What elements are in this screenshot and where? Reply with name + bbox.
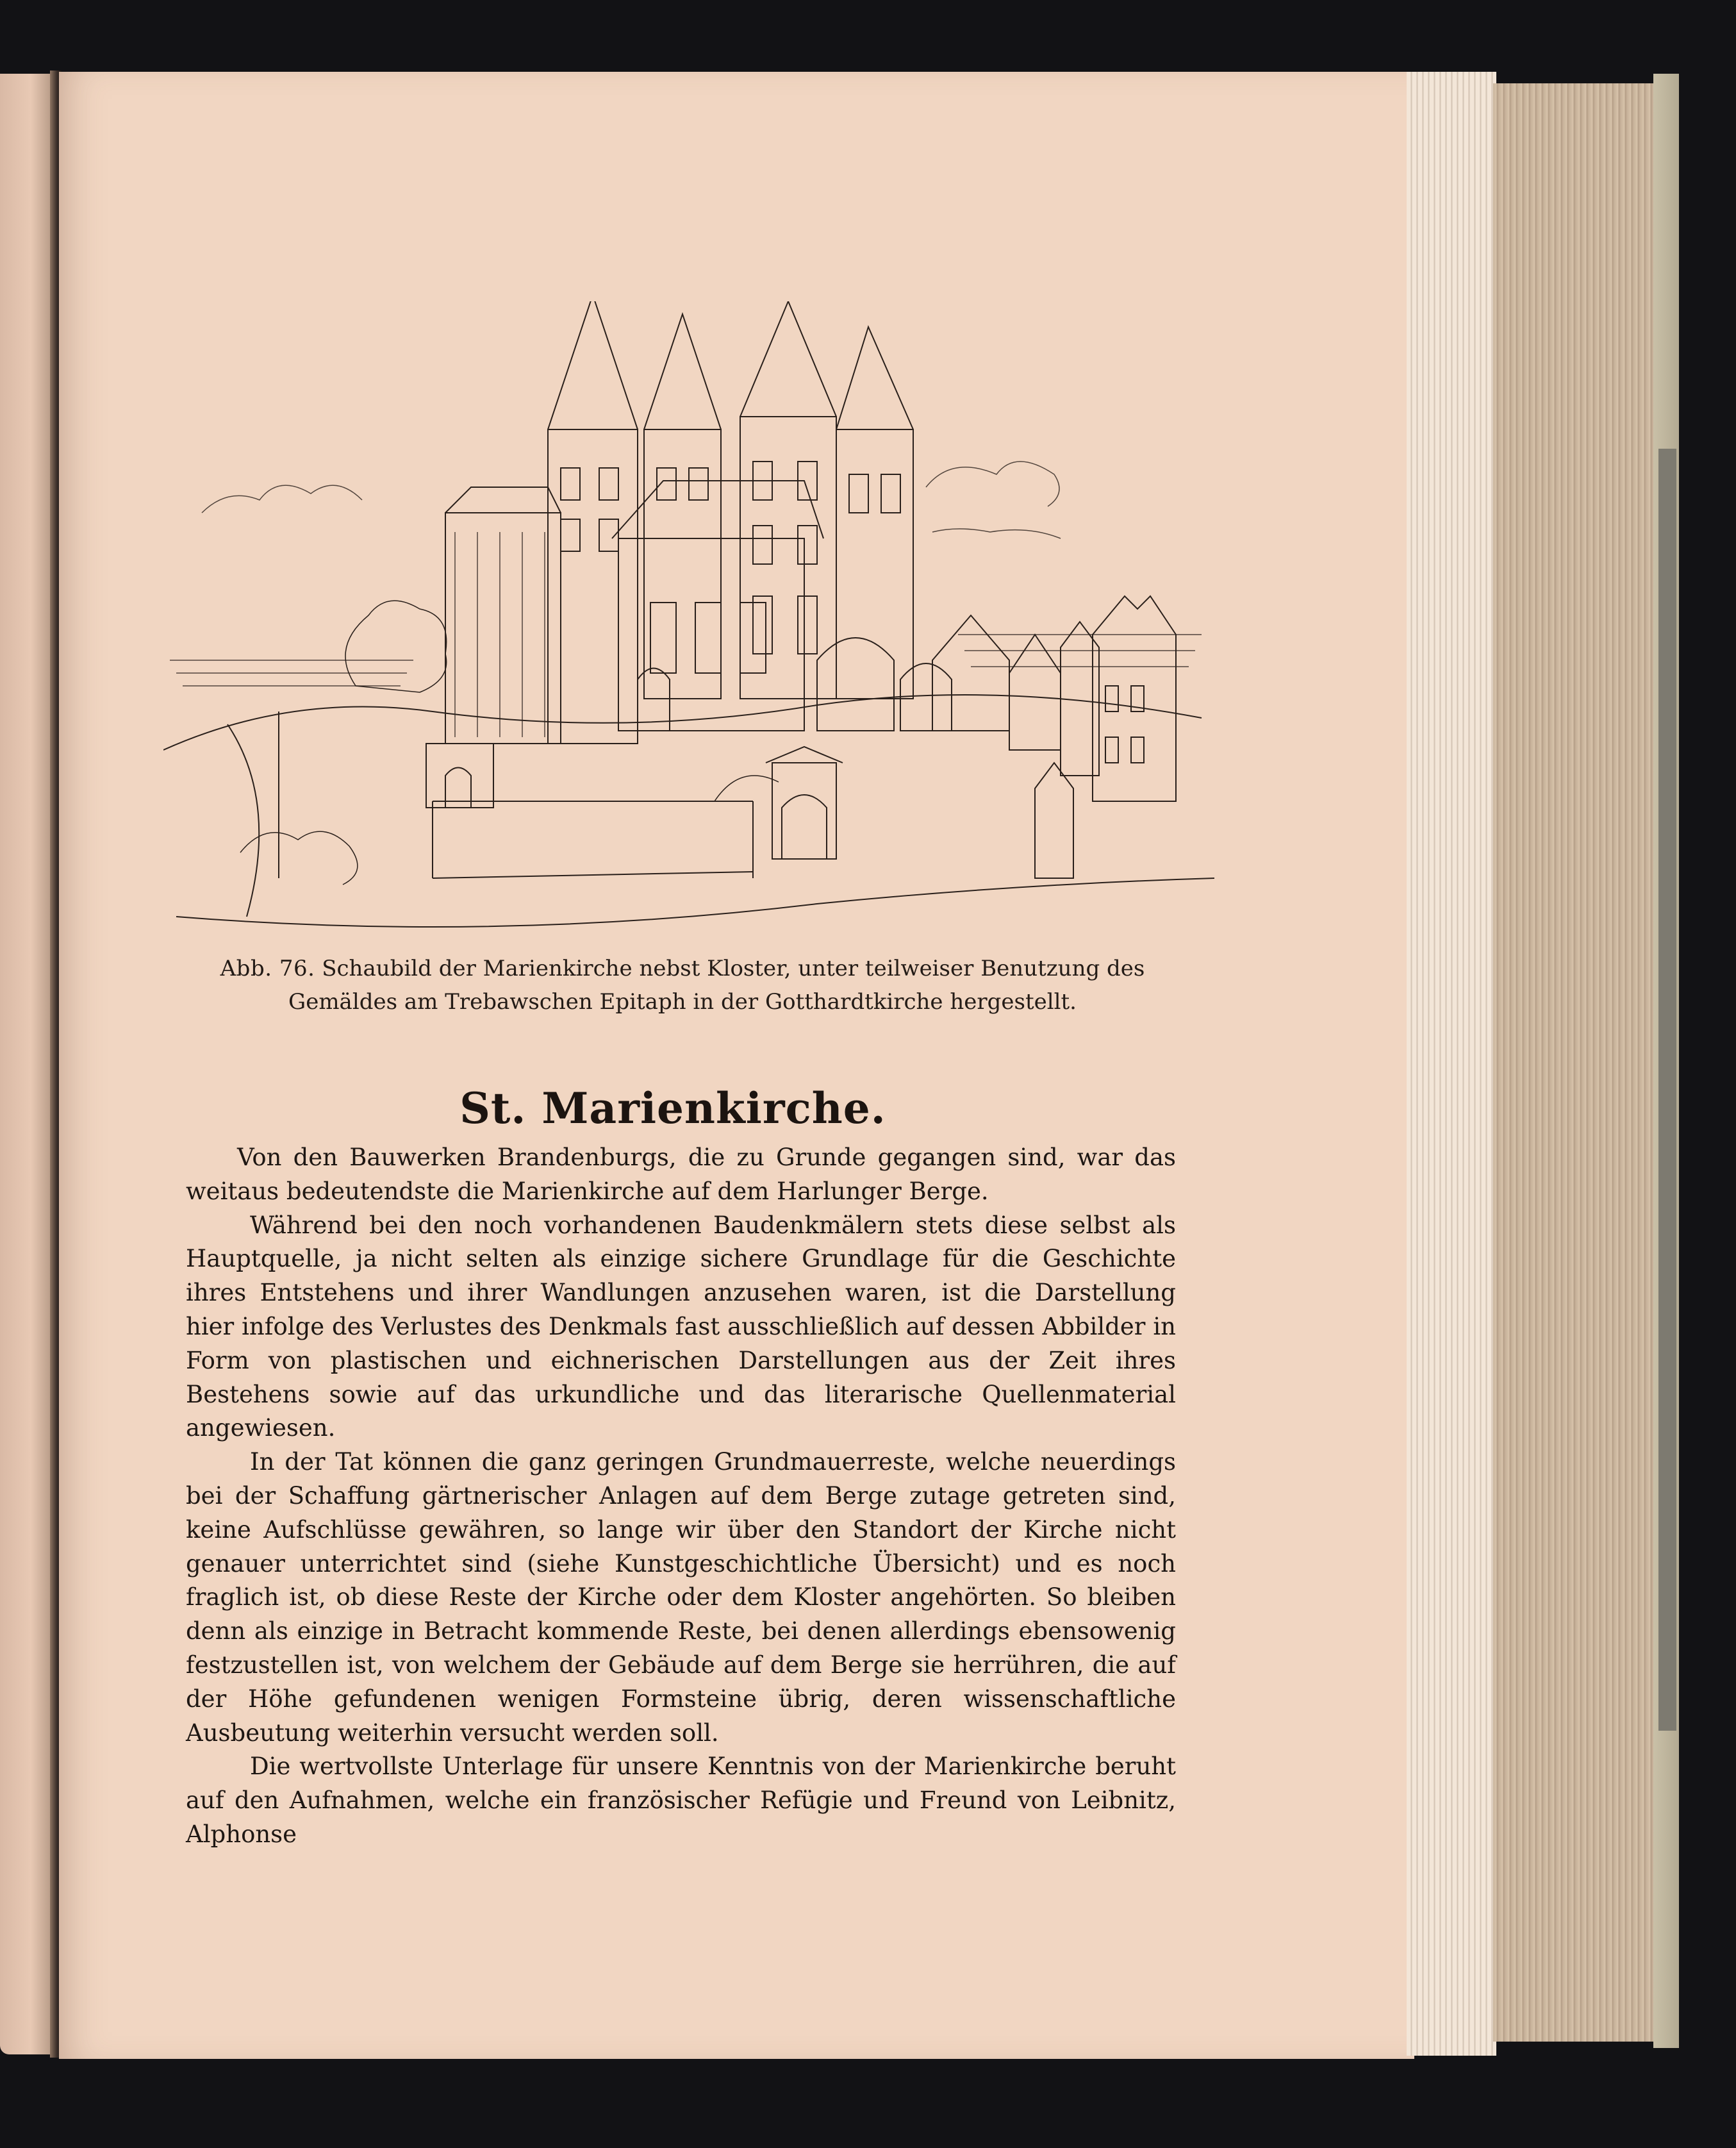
paragraph: Von den Bauwerken Brandenburgs, die zu Grunde gegangen sind, war das weitaus bedeutendste die Marienkirche auf dem Harlunger Berge. <box>186 1144 1176 1205</box>
paragraph: In der Tat können die ganz geringen Grundmauerreste, welche neuerdings bei der Schaffung gärtnerischer Anlagen auf dem Berge zutage getreten sind, keine Aufschlüsse gewähren, so lange wir über den Standort der Kirche nicht genauer unterrichtet sind (siehe Kunstgeschichtliche Übersicht) und es noch fraglich ist, ob diese Reste der Kirche oder dem Kloster angehörten. So bleiben denn als einzige in Betracht kommende Reste, bei denen allerdings ebensowenig festzustellen ist, von welchem der Gebäude auf dem Berge sie herrühren, die auf der Höhe gefundenen wenigen Formsteine übrig, deren wissenschaftliche Ausbeutung weiterhin versucht werden soll. <box>186 1448 1176 1747</box>
apses <box>817 638 952 731</box>
hill <box>163 695 1214 927</box>
book-cover-cloth <box>1658 449 1676 1731</box>
figure-caption-text: Schaubild der Marienkirche nebst Kloster, unter teilweiser Benutzung des Gemäldes am Trebawschen Epitaph in der Gotthardtkirche hergestellt. <box>288 956 1145 1015</box>
church-engraving <box>163 301 1214 942</box>
page-block-edges-shadowed <box>1493 83 1657 2042</box>
east-tower-left <box>740 301 836 699</box>
church-nave <box>445 487 561 744</box>
trees <box>240 601 779 885</box>
body-text <box>186 1141 1176 1852</box>
figure-caption <box>186 952 1179 1019</box>
paragraph: Während bei den noch vorhandenen Baudenkmälern stets diese selbst als Hauptquelle, ja nicht selten als einzige sichere Grundlage für die Geschichte ihres Entstehens und ihrer Wandlungen anzusehen waren, ist die Darstellung hier infolge des Verlustes des Denkmals fast ausschließlich auf dessen Abbilder in Form von plastischen und eichnerischen Darstellungen aus der Zeit ihres Bestehens sowie auf das urkundliche und das literarische Quellenmaterial angewiesen. <box>186 1211 1176 1442</box>
section-title: St. Marienkirche. <box>459 1083 886 1133</box>
monastery-buildings <box>932 596 1176 878</box>
west-tower-right <box>644 314 721 699</box>
figure-number: Abb. 76. <box>220 956 315 981</box>
gateway-left <box>426 744 493 808</box>
paragraph: Die wertvollste Unterlage für unsere Kenntnis von der Marienkirche beruht auf den Aufnahmen, welche ein französischer Refügie und Freund von Leibnitz, Alphonse <box>186 1753 1176 1848</box>
previous-page-edge <box>0 74 51 2054</box>
gateway-right <box>766 747 843 859</box>
page-block-edges <box>1407 72 1496 2056</box>
